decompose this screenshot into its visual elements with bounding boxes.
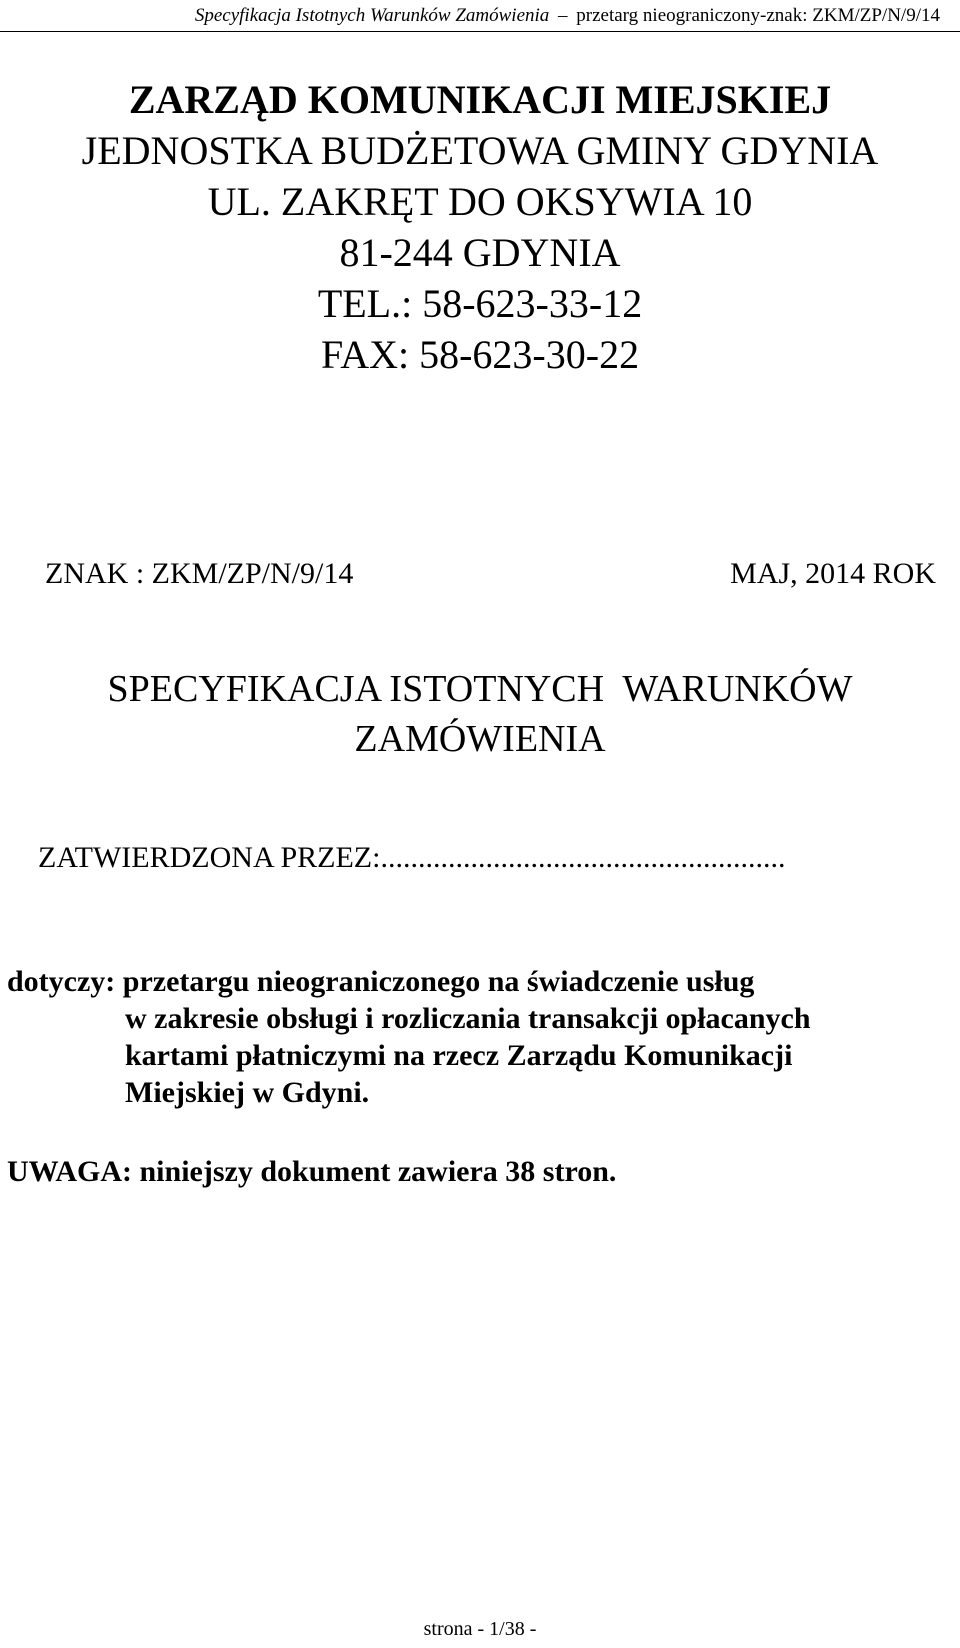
header-rule — [0, 31, 960, 32]
subject-block — [7, 963, 947, 1111]
page-number: strona - 1/38 - — [423, 1618, 537, 1640]
running-header-separator: – — [558, 5, 568, 26]
subject-line-2: w zakresie obsługi i rozliczania transakcji opłacanych — [125, 1002, 811, 1035]
organization-fax: FAX: 58-623-30-22 — [320, 332, 640, 377]
document-title-line-2: ZAMÓWIENIA — [354, 718, 606, 760]
document-date: MAJ, 2014 ROK — [730, 557, 936, 590]
document-title — [0, 664, 960, 764]
organization-city: 81-244 GDYNIA — [339, 230, 621, 275]
subject-line-3: kartami płatniczymi na rzecz Zarządu Komunikacji — [125, 1039, 793, 1072]
document-reference: ZNAK : ZKM/ZP/N/9/14 — [45, 557, 354, 590]
running-header-procedure: przetarg nieograniczony-znak: ZKM/ZP/N/9/14 — [576, 5, 940, 26]
page-count-note: UWAGA: niniejszy dokument zawiera 38 stron. — [7, 1155, 617, 1188]
organization-street: UL. ZAKRĘT DO OKSYWIA 10 — [207, 179, 753, 224]
approved-by-line: ZATWIERDZONA PRZEZ:...................................................... — [38, 841, 786, 874]
document-title-line-1: SPECYFIKACJA ISTOTNYCH WARUNKÓW — [107, 668, 853, 710]
subject-line-1: dotyczy: przetargu nieograniczonego na świadczenie usług — [7, 965, 755, 998]
organization-name-line-1: ZARZĄD KOMUNIKACJI MIEJSKIEJ — [128, 77, 832, 122]
organization-phone: TEL.: 58-623-33-12 — [317, 281, 643, 326]
running-header — [0, 4, 950, 28]
organization-block — [0, 74, 960, 380]
subject-line-4: Miejskiej w Gdyni. — [125, 1076, 370, 1109]
organization-name-line-2: JEDNOSTKA BUDŻETOWA GMINY GDYNIA — [81, 128, 879, 173]
running-header-title: Specyfikacja Istotnych Warunków Zamówienia — [194, 5, 550, 26]
